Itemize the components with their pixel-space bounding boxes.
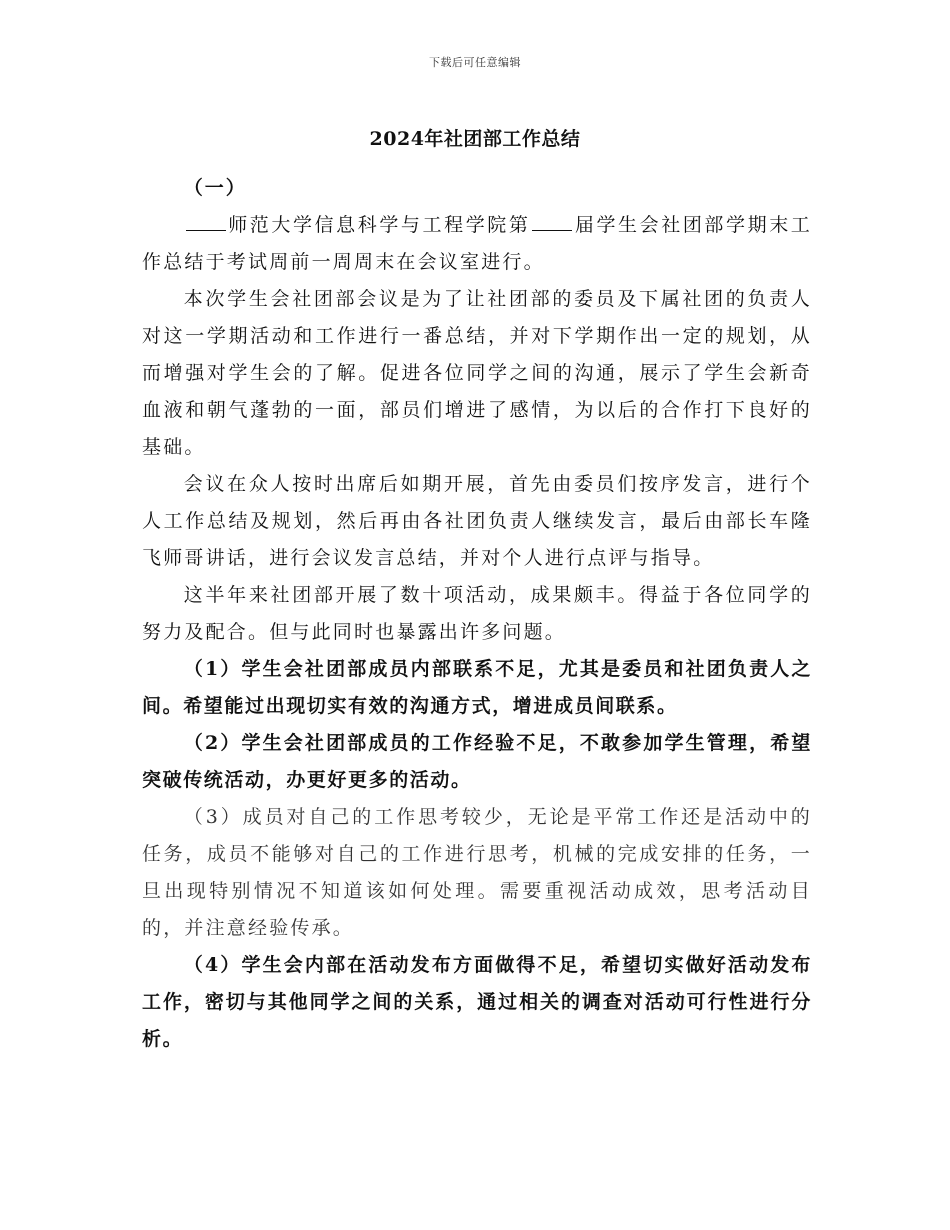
paragraph-meeting: 会议在众人按时出席后如期开展，首先由委员们按序发言，进行个人工作总结及规划，然后再由各社团负责人继续发言，最后由部长车隆飞师哥讲话，进行会议发言总结，并对个人进行点评与指导。 <box>142 473 812 569</box>
issue-3: （3）成员对自己的工作思考较少，无论是平常工作还是活动中的任务，成员不能够对自己的工作进行思考，机械的完成安排的任务，一旦出现特别情况不知道该如何处理。需要重视活动成效，思考活动目的，并注意经验传承。 <box>142 806 812 939</box>
intro-text-2: 届学生会社团部学期末工作总结于考试周前一周周末在会议室进行。 <box>142 214 812 273</box>
paragraph-purpose: 本次学生会社团部会议是为了让社团部的委员及下属社团的负责人对这一学期活动和工作进行一番总结，并对下学期作出一定的规划，从而增强对学生会的了解。促进各位同学之间的沟通，展示了学生会新奇血液和朝气蓬勃的一面，部员们增进了感情，为以后的合作打下良好的基础。 <box>142 288 812 458</box>
paragraph-summary: 这半年来社团部开展了数十项活动，成果颇丰。得益于各位同学的努力及配合。但与此同时也暴露出许多问题。 <box>142 584 812 643</box>
section-label: （一） <box>183 177 247 199</box>
header-note: 下载后可任意编辑 <box>429 56 521 69</box>
issue-1: （1）学生会社团部成员内部联系不足，尤其是委员和社团负责人之间。希望能过出现切实有效的沟通方式，增进成员间联系。 <box>142 658 812 717</box>
issue-4: （4）学生会内部在活动发布方面做得不足，希望切实做好活动发布工作，密切与其他同学之间的关系，通过相关的调查对活动可行性进行分析。 <box>142 954 812 1050</box>
document-title: 2024年社团部工作总结 <box>369 128 581 150</box>
intro-text-1: 师范大学信息科学与工程学院第 <box>227 214 531 236</box>
intro-paragraph <box>142 207 812 281</box>
issue-2: （2）学生会社团部成员的工作经验不足，不敢参加学生管理，希望突破传统活动，办更好更多的活动。 <box>142 732 812 791</box>
document-body <box>142 170 812 1058</box>
fill-blank <box>186 229 226 231</box>
fill-blank <box>532 229 572 231</box>
